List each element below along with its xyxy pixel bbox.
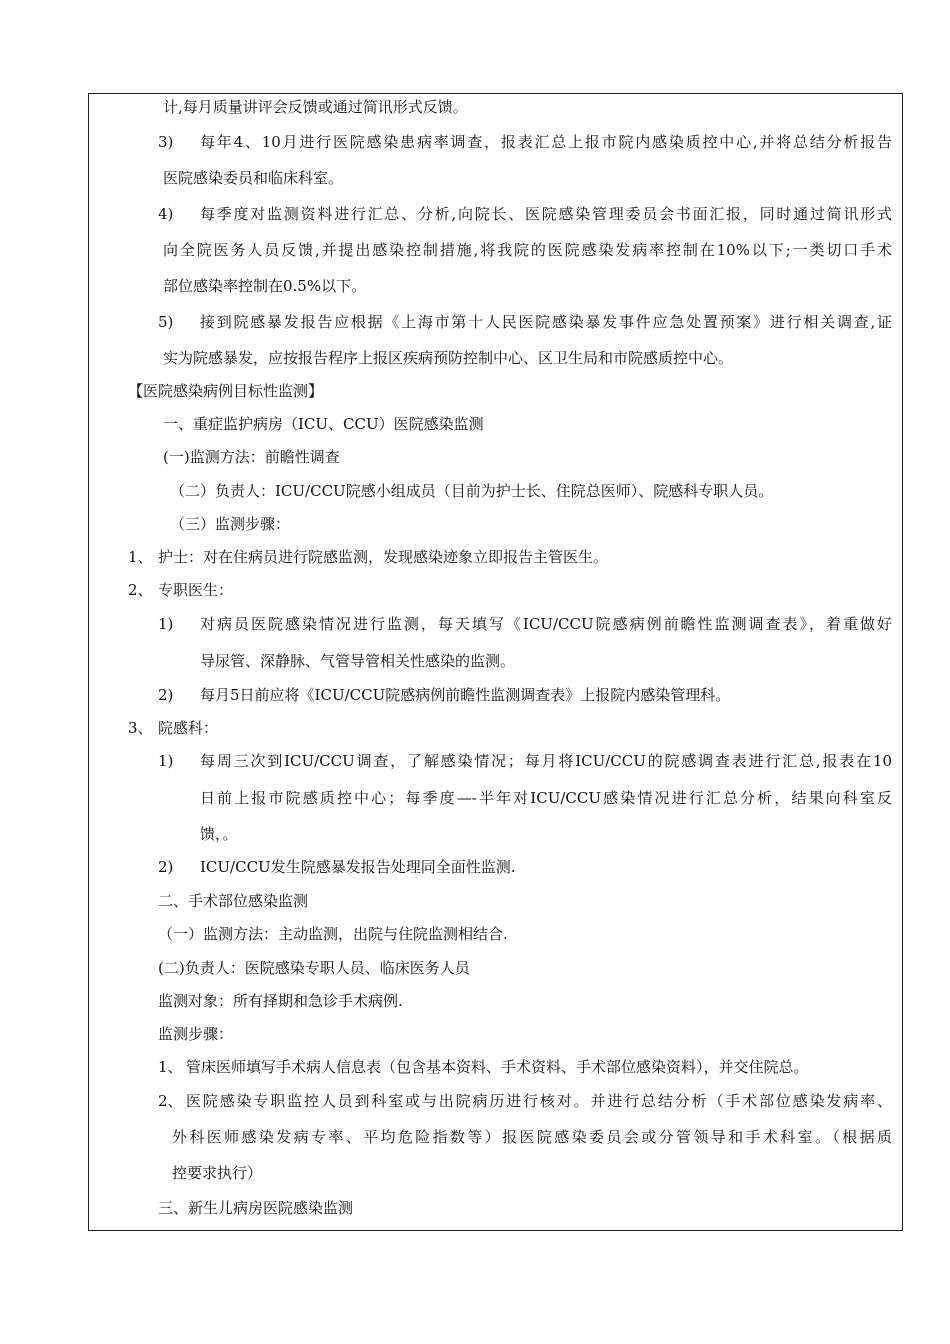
step-number: 1、 (128, 548, 153, 566)
item-text-line: ICU/CCU发生院感暴发报告处理同全面性监测. (200, 858, 516, 876)
item-text-line: 每年4、10月进行医院感染患病率调查，报表汇总上报市院内感染质控中心,并将总结分析报告 (200, 133, 892, 151)
step-text-line: 控要求执行） (172, 1164, 263, 1182)
step-number: 2、 (128, 581, 153, 599)
item-text-line: 向全院医务人员反馈,并提出感染控制措施,将我院的医院感染发病率控制在10%以下;一类切口手术 (163, 241, 892, 259)
subsection-title: 三、新生儿病房医院感染监测 (158, 1199, 354, 1217)
step-text: 院感科： (158, 719, 219, 737)
item-number: 2) (158, 858, 174, 876)
item-text-line: 每月5日前应将《ICU/CCU院感病例前瞻性监测调查表》上报院内感染管理科。 (200, 686, 731, 704)
subsection-title: 一、重症监护病房（ICU、CCU）医院感染监测 (163, 415, 484, 433)
paragraph-continuation: 计,每月质量讲评会反馈或通过简讯形式反馈。 (163, 98, 468, 116)
step-text: 护士：对在住病员进行院感监测，发现感染迹象立即报告主管医生。 (158, 548, 609, 566)
item-text-line: 每周三次到ICU/CCU调查，了解感染情况；每月将ICU/CCU的院感调查表进行汇总,报表在10 (200, 752, 892, 770)
monitoring-steps-heading: （三）监测步骤： (170, 515, 291, 533)
item-number: 1) (158, 752, 174, 770)
item-text-line: 接到院感暴发报告应根据《上海市第十人民医院感染暴发事件应急处置预案》进行相关调查,证 (200, 313, 892, 331)
monitoring-target: 监测对象：所有择期和急诊手术病例. (158, 992, 403, 1010)
step-text: 专职医生： (158, 581, 234, 599)
step-text-line: 医院感染专职监控人员到科室或与出院病历进行核对。并进行总结分析（手术部位感染发病率、 (186, 1092, 892, 1110)
step-number: 1、 (158, 1058, 183, 1076)
item-text-line: 实为院感暴发，应按报告程序上报区疾病预防控制中心、区卫生局和市院感质控中心。 (163, 349, 734, 367)
step-text-line: 外科医师感染发病专率、平均危险指数等）报医院感染委员会或分管领导和手术科室。（根据质 (172, 1128, 892, 1146)
responsible-person: (二)负责人：医院感染专职人员、临床医务人员 (158, 959, 470, 977)
item-text-line: 部位感染率控制在0.5%以下。 (163, 277, 367, 295)
item-text-line: 馈，。 (200, 825, 238, 843)
item-number: 1) (158, 615, 174, 633)
item-number: 4) (158, 205, 174, 223)
subsection-title: 二、手术部位感染监测 (158, 892, 309, 910)
item-text-line: 导尿管、深静脉、气管导管相关性感染的监测。 (200, 652, 516, 670)
item-number: 3) (158, 133, 174, 151)
responsible-person: （二）负责人：ICU/CCU院感小组成员（目前为护士长、住院总医师）、院感科专职人员。 (170, 482, 774, 500)
monitoring-method: (一)监测方法：前瞻性调查 (163, 448, 340, 466)
item-number: 2) (158, 686, 174, 704)
item-text-line: 日前上报市院感质控中心；每季度—-半年对ICU/CCU感染情况进行汇总分析，结果向科室反 (200, 789, 892, 807)
step-number: 3、 (128, 719, 153, 737)
item-text-line: 对病员医院感染情况进行监测，每天填写《ICU/CCU院感病例前瞻性监测调查表》，着重做好 (200, 615, 892, 633)
item-number: 5) (158, 313, 174, 331)
item-text-line: 医院感染委员和临床科室。 (163, 169, 344, 187)
item-text-line: 每季度对监测资料进行汇总、分析,向院长、医院感染管理委员会书面汇报，同时通过简讯形式 (200, 205, 892, 223)
monitoring-method: （一）监测方法：主动监测，出院与住院监测相结合. (158, 925, 508, 943)
section-title: 【医院感染病例目标性监测】 (128, 382, 324, 400)
step-text: 管床医师填写手术病人信息表（包含基本资料、手术资料、手术部位感染资料），并交住院总。 (186, 1058, 809, 1076)
monitoring-steps-heading: 监测步骤： (158, 1025, 234, 1043)
step-number: 2、 (158, 1092, 183, 1110)
